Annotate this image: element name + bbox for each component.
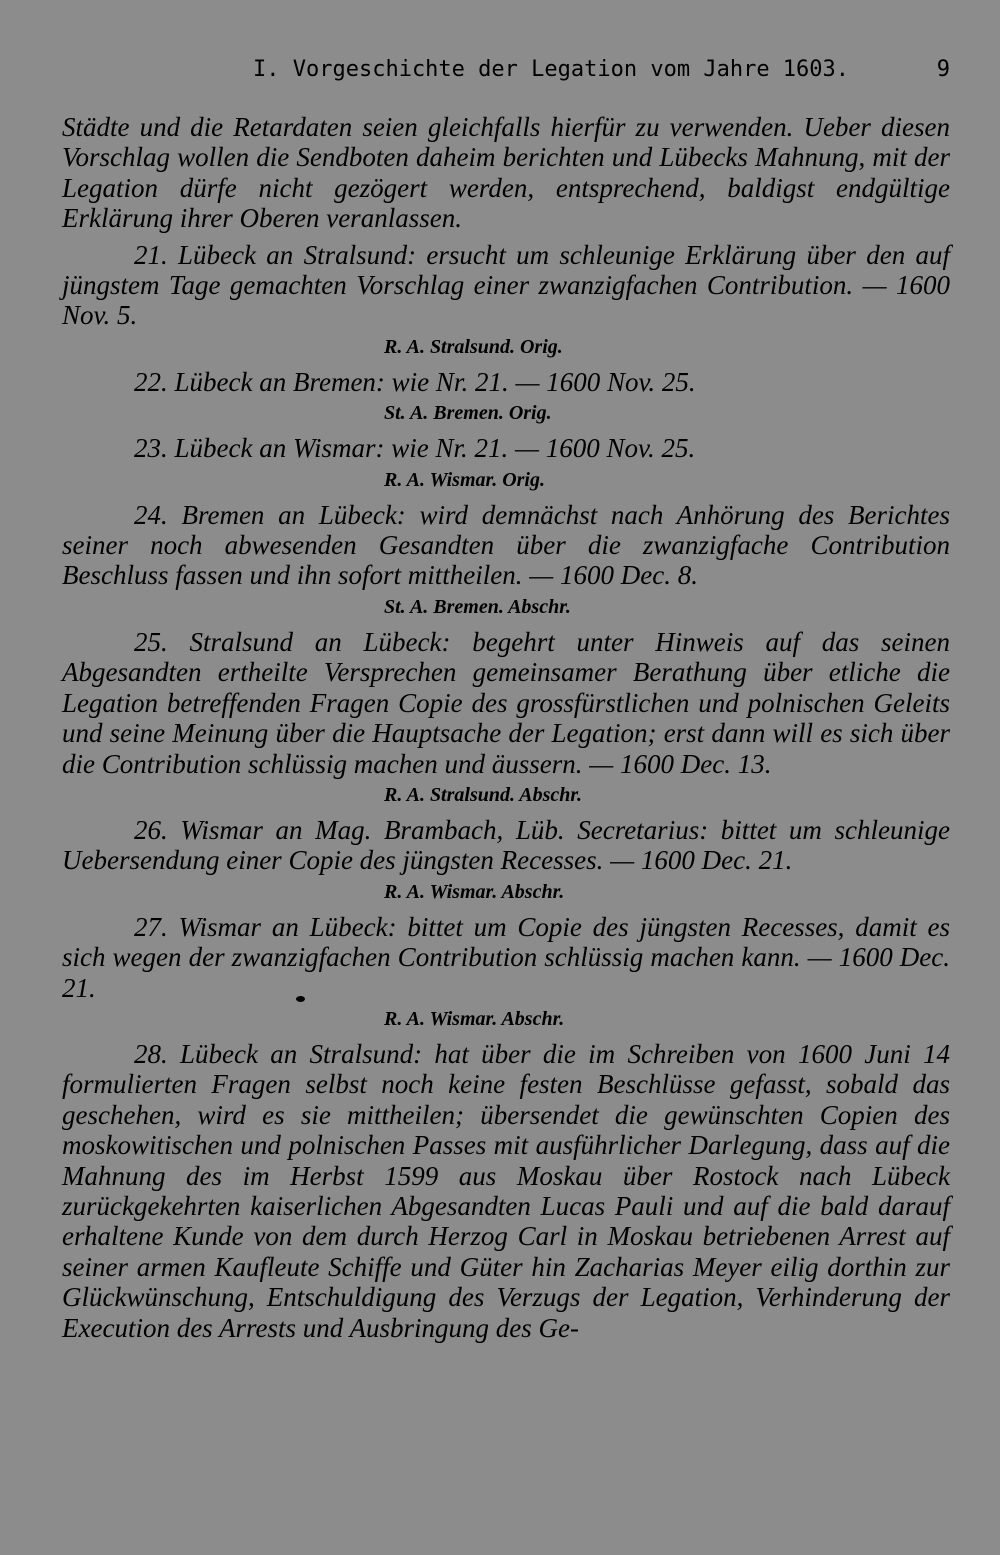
entry-source: R. A. Stralsund. Orig. <box>384 335 563 358</box>
page-header <box>60 52 950 88</box>
page-number: 9 <box>936 57 950 82</box>
entry-25 <box>62 627 950 809</box>
entry-27 <box>62 912 950 1033</box>
entry-source: R. A. Wismar. Abschr. <box>384 880 565 903</box>
entry-source: R. A. Stralsund. Abschr. <box>384 783 583 806</box>
body-text <box>62 112 950 1343</box>
entry-source: R. A. Wismar. Abschr. <box>384 1007 565 1030</box>
entry-source: St. A. Bremen. Abschr. <box>384 595 571 618</box>
entry-text: 22. Lübeck an Bremen: wie Nr. 21. — 1600 Nov. 25. <box>134 366 696 397</box>
entry-text: 24. Bremen an Lübeck: wird demnächst nach Anhörung des Berichtes seiner noch abwesenden Gesandten über die zwanzigfache Contribution Beschluss fassen und ihn sofort mittheilen. — 1600 Dec. 8. <box>62 499 950 591</box>
entry-source: R. A. Wismar. Orig. <box>384 468 545 491</box>
entry-text: 27. Wismar an Lübeck: bittet um Copie des jüngsten Recesses, damit es sich wegen der zwanzigfachen Contribution schlüssig machen kann. — 1600 Dec. 21. <box>62 911 950 1003</box>
entry-22 <box>62 367 950 427</box>
entry-28 <box>62 1039 950 1343</box>
entry-text: 21. Lübeck an Stralsund: ersucht um schleunige Erklärung über den auf jüngstem Tage gemachten Vorschlag einer zwanzigfachen Contribution. — 1600 Nov. 5. <box>62 239 950 331</box>
continuation-paragraph: Städte und die Retardaten seien gleichfalls hierfür zu verwenden. Ueber diesen Vorschlag wollen die Sendboten daheim berichten und Lübecks Mahnung, mit der Legation dürfe nicht gezögert werden, entsprechend, baldigst endgültige Erklärung ihrer Oberen veranlassen. <box>62 112 950 234</box>
entry-source: St. A. Bremen. Orig. <box>384 402 552 425</box>
ink-speck <box>296 996 305 1002</box>
entry-21 <box>62 240 950 361</box>
entry-24 <box>62 500 950 621</box>
entry-text: 28. Lübeck an Stralsund: hat über die im Schreiben von 1600 Juni 14 formulierten Fragen selbst noch keine festen Beschlüsse gefasst, sobald das geschehen, wird es sie mittheilen; übersendet die gewünschten Copien des moskowitischen und polnischen Passes mit ausführlicher Darlegung, dass auf die Mahnung des im Herbst 1599 aus Moskau über Rostock nach Lübeck zurückgekehrten kaiserlichen Abgesandten Lucas Pauli und auf die bald darauf erhaltene Kunde von dem durch Herzog Carl in Moskau betriebenen Arrest auf seiner armen Kaufleute Schiffe und Güter hin Zacharias Meyer eilig dorthin zur Glückwünschung, Entschuldigung des Verzugs der Legation, Verhinderung der Execution des Arrests und Ausbringung des Ge- <box>62 1038 950 1343</box>
entry-text: 23. Lübeck an Wismar: wie Nr. 21. — 1600 Nov. 25. <box>134 433 696 464</box>
running-title: I. Vorgeschichte der Legation vom Jahre 1603. <box>253 57 850 82</box>
entry-23 <box>62 433 950 493</box>
entry-26 <box>62 815 950 906</box>
entry-text: 26. Wismar an Mag. Brambach, Lüb. Secretarius: bittet um schleunige Uebersendung einer Copie des jüngsten Recesses. — 1600 Dec. 21. <box>62 814 950 876</box>
entry-text: 25. Stralsund an Lübeck: begehrt unter Hinweis auf das seinen Abgesandten ertheilte Versprechen gemeinsamer Berathung über etliche die Legation betreffenden Fragen Copie des grossfürstlichen und polnischen Geleits und seine Meinung über die Hauptsache der Legation; erst dann will es sich über die Contribution schlüssig machen und äussern. — 1600 Dec. 13. <box>62 626 950 779</box>
